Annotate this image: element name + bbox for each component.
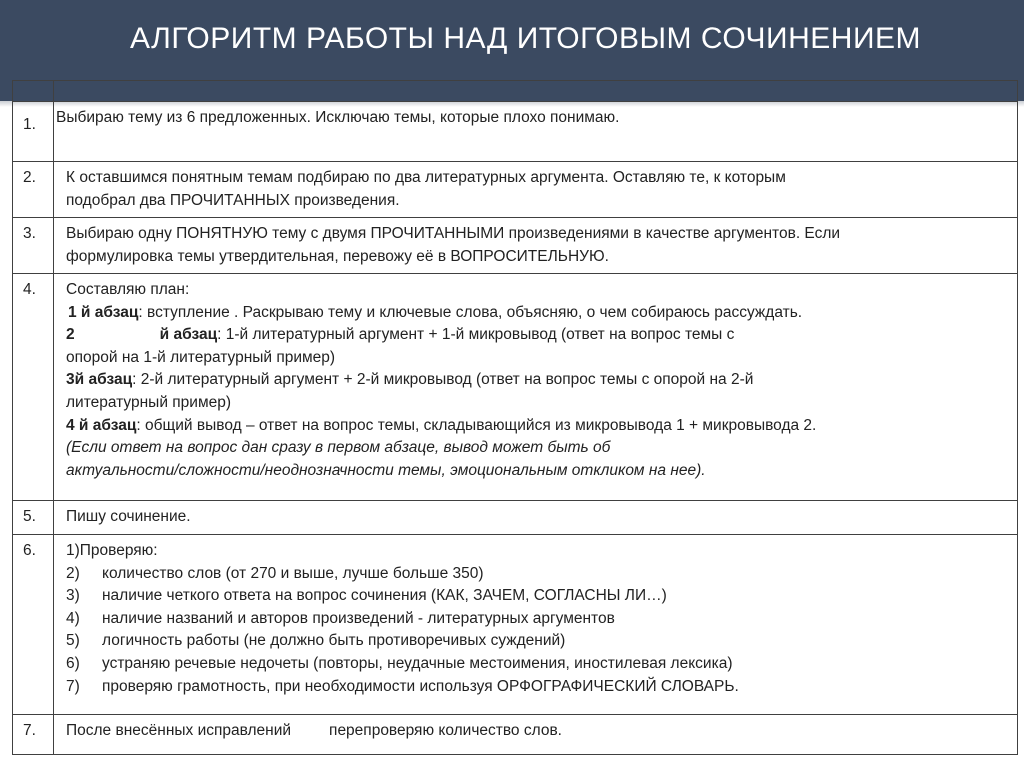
step-text: Пишу сочинение. bbox=[54, 501, 1018, 535]
step-line: формулировка темы утвердительная, перевожу её в ВОПРОСИТЕЛЬНУЮ. bbox=[66, 247, 609, 265]
step-text bbox=[54, 535, 1018, 715]
step-text bbox=[54, 715, 1018, 755]
table-row bbox=[13, 102, 1018, 162]
plan-paragraph-1 bbox=[66, 302, 1007, 325]
step-line: подобрал два ПРОЧИТАННЫХ произведения. bbox=[66, 191, 400, 209]
paragraph-label: 3й абзац bbox=[66, 371, 133, 389]
paragraph-text: литературный пример) bbox=[66, 393, 232, 411]
paragraph-number: 2 bbox=[66, 326, 75, 344]
table-row bbox=[13, 162, 1018, 218]
step-number: 5. bbox=[13, 501, 54, 535]
step-line: К оставшимся понятным темам подбираю по два литературных аргумента. Оставляю те, к которым bbox=[66, 169, 786, 186]
step-line: Выбираю одну ПОНЯТНУЮ тему с двумя ПРОЧИТАННЫМИ произведениями в качестве аргументов. Если bbox=[66, 225, 841, 242]
step-number: 3. bbox=[13, 218, 54, 274]
table-row bbox=[13, 218, 1018, 274]
header-cell-text bbox=[54, 81, 1018, 102]
paragraph-label: 4 й абзац bbox=[66, 416, 137, 434]
paragraph-text: : вступление . Раскрываю тему и ключевые слова, объясняю, о чем собираюсь рассуждать. bbox=[138, 303, 803, 321]
check-item: 5) логичность работы (не должно быть противоречивых суждений) bbox=[66, 632, 566, 650]
paragraph-text: опорой на 1-й литературный пример) bbox=[66, 348, 336, 366]
paragraph-label: й абзац bbox=[159, 326, 218, 344]
plan-note: актуальности/сложности/неоднозначности темы, эмоциональным откликом на нее). bbox=[66, 461, 706, 479]
paragraph-text: : 1-й литературный аргумент + 1-й микровывод (ответ на вопрос темы с bbox=[217, 326, 735, 344]
header-cell-num bbox=[13, 81, 54, 102]
check-item: 7) проверяю грамотность, при необходимости используя ОРФОГРАФИЧЕСКИЙ СЛОВАРЬ. bbox=[66, 677, 739, 695]
step-text bbox=[54, 162, 1018, 218]
step-text-part: После внесённых исправлений bbox=[66, 722, 292, 739]
paragraph-text: : общий вывод – ответ на вопрос темы, складывающийся из микровывода 1 + микровывода 2. bbox=[136, 416, 817, 434]
plan-note: (Если ответ на вопрос дан сразу в первом абзаце, вывод может быть об bbox=[66, 439, 611, 457]
slide-title: АЛГОРИТМ РАБОТЫ НАД ИТОГОВЫМ СОЧИНЕНИЕМ bbox=[130, 22, 922, 55]
plan-paragraph-3 bbox=[66, 369, 1007, 392]
table-header-row bbox=[13, 81, 1018, 102]
step-text bbox=[54, 218, 1018, 274]
step-text: Выбираю тему из 6 предложенных. Исключаю темы, которые плохо понимаю. bbox=[54, 102, 1018, 162]
step-number: 7. bbox=[13, 715, 54, 755]
algorithm-table bbox=[12, 80, 1018, 755]
table-row bbox=[13, 274, 1018, 501]
paragraph-label: 1 й абзац bbox=[68, 303, 139, 321]
paragraph-text: : 2-й литературный аргумент + 2-й микровывод (ответ на вопрос темы с опорой на 2-й bbox=[132, 371, 754, 389]
check-item: 6) устраняю речевые недочеты (повторы, неудачные местоимения, иностилевая лексика) bbox=[66, 654, 733, 672]
step-number: 2. bbox=[13, 162, 54, 218]
check-item: 3) наличие четкого ответа на вопрос сочинения (КАК, ЗАЧЕМ, СОГЛАСНЫ ЛИ…) bbox=[66, 587, 667, 605]
table-row bbox=[13, 501, 1018, 535]
check-item: 2) количество слов (от 270 и выше, лучше больше 350) bbox=[66, 564, 484, 582]
step-text-part: перепроверяю количество слов. bbox=[329, 722, 562, 739]
check-item: 4) наличие названий и авторов произведений - литературных аргументов bbox=[66, 609, 615, 627]
check-intro: 1)Проверяю: bbox=[66, 542, 158, 559]
plan-paragraph-2 bbox=[66, 324, 1007, 347]
step-number: 4. bbox=[13, 274, 54, 501]
table-row bbox=[13, 715, 1018, 755]
table-row bbox=[13, 535, 1018, 715]
step-number: 6. bbox=[13, 535, 54, 715]
plan-intro: Составляю план: bbox=[66, 281, 190, 298]
plan-paragraph-4 bbox=[66, 415, 1007, 438]
step-text bbox=[54, 274, 1018, 501]
step-number: 1. bbox=[13, 102, 54, 162]
